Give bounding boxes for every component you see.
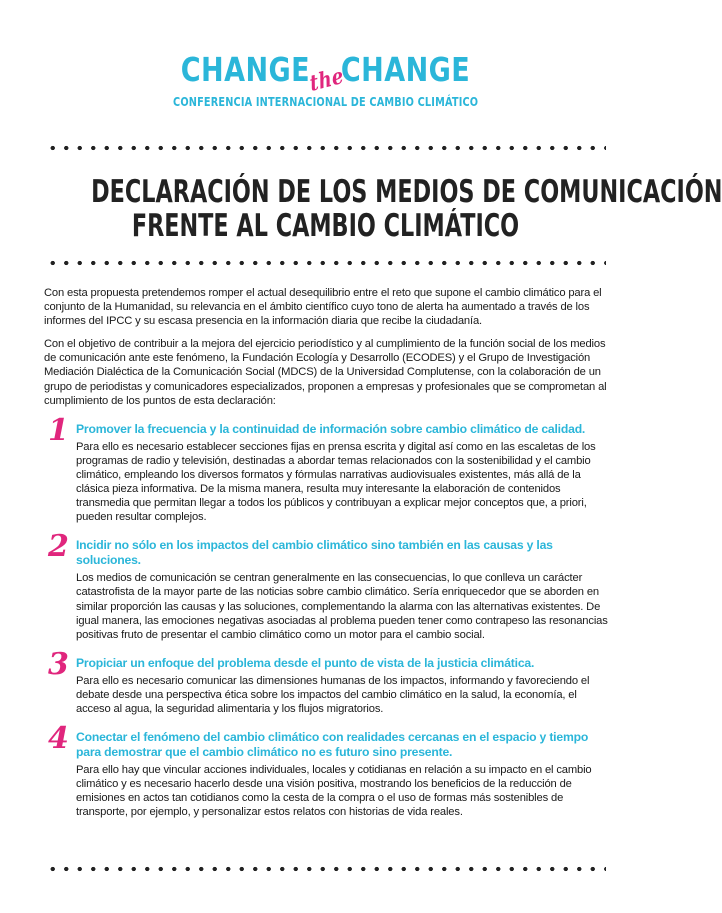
intro-paragraph-1: Con esta propuesta pretendemos romper el actual desequilibrio entre el reto que supone el cambio climático para el conjunto de la Humanidad, su relevancia en el ámbito científico cuyo tono de alerta ha aumentado a través de los informes del IPCC y su escasa presencia en la información diaria que recibe la ciudadanía. — [44, 287, 602, 328]
point-number: 4 — [48, 721, 69, 757]
dotted-divider-top — [46, 145, 606, 151]
point-2 — [44, 529, 610, 641]
point-body: Para ello hay que vincular acciones individuales, locales y cotidianas en relación a su impacto en el cambio climático y es necesario hacerlo desde una visión positiva, mostrando los beneficios de la reducción de emisiones en actos tan cotidianos como la cesta de la compra o el uso de formas más sostenibles de transporte, por ejemplo, y personalizar estos relatos con historias de vida reales. — [76, 764, 592, 819]
point-number: 1 — [48, 412, 69, 448]
point-number: 3 — [48, 646, 69, 682]
conference-logo — [0, 52, 651, 111]
logo-wordmark — [180, 50, 471, 97]
dotted-divider-middle — [46, 260, 606, 266]
logo-the: the — [307, 62, 346, 97]
title-line-2: FRENTE AL CAMBIO CLIMÁTICO — [131, 208, 520, 244]
point-body: Para ello es necesario establecer secciones fijas en prensa escrita y digital así como en las escaletas de los programas de radio y televisión, destinadas a abordar temas relacionados con la sostenibilidad y el cambio climático, empleando los diversos formatos y fórmulas narrativas audiovisuales existentes, más allá de la clásica pieza informativa. De la misma manera, resulta muy interesante la elaboración de contenidos transmedia que permitan llegar a todos los públicos y contribuyan a explicar mejor conceptos que, a priori, pueden resultar complejos. — [76, 440, 596, 524]
point-heading: Conectar el fenómeno del cambio climático con realidades cercanas en el espacio y tiempo para demostrar que el cambio climático no es futuro sino presente. — [76, 730, 589, 760]
page-title — [0, 174, 722, 244]
declaration-body — [44, 286, 610, 819]
dotted-divider-bottom — [46, 866, 606, 872]
point-4 — [44, 721, 610, 819]
logo-subtitle: CONFERENCIA INTERNACIONAL DE CAMBIO CLIMÁTICO — [172, 94, 479, 109]
title-line-1: DECLARACIÓN DE LOS MEDIOS DE COMUNICACIÓN — [91, 174, 722, 210]
point-heading: Propiciar un enfoque del problema desde el punto de vista de la justicia climática. — [76, 655, 535, 670]
point-heading: Promover la frecuencia y la continuidad de información sobre cambio climático de calidad. — [76, 421, 586, 436]
point-body: Para ello es necesario comunicar las dimensiones humanas de los impactos, informando y favoreciendo el debate desde una perspectiva ética sobre los impactos del cambio climático en la salud, la economía, el acceso al agua, la seguridad alimentaria y los flujos migratorios. — [76, 674, 590, 715]
point-body: Los medios de comunicación se centran generalmente en las consecuencias, lo que conlleva un carácter catastrofista de la mayor parte de las noticias sobre cambio climático. Sería enriquecedor que se aborden en similar proporción las causas y las soluciones, complementando la alarma con las alternativas existentes. De igual manera, las emociones negativas asociadas al problema pueden tener como contrapeso las resonancias positivas fruto de presentar el cambio climático como un motor para el cambio social. — [76, 572, 608, 641]
point-3 — [44, 646, 610, 716]
point-number: 2 — [48, 529, 69, 565]
point-1 — [44, 412, 610, 525]
point-heading: Incidir no sólo en los impactos del cambio climático sino también en las causas y las soluciones. — [76, 538, 553, 568]
intro-paragraph-2: Con el objetivo de contribuir a la mejora del ejercicio periodístico y al cumplimiento de la función social de los medios de comunicación ante este fenómeno, la Fundación Ecología y Desarrollo (ECODES) y el Grupo de Investigación Mediación Dialéctica de la Comunicación Social (MDCS) de la Universidad Complutense, con la colaboración de un grupo de periodistas y comunicadores especializados, proponen a empresas y profesionales que se comprometan al cumplimiento de los puntos de esta declaración: — [44, 338, 607, 407]
logo-change-left: CHANGE — [180, 50, 311, 89]
logo-change-right: CHANGE — [340, 50, 471, 89]
